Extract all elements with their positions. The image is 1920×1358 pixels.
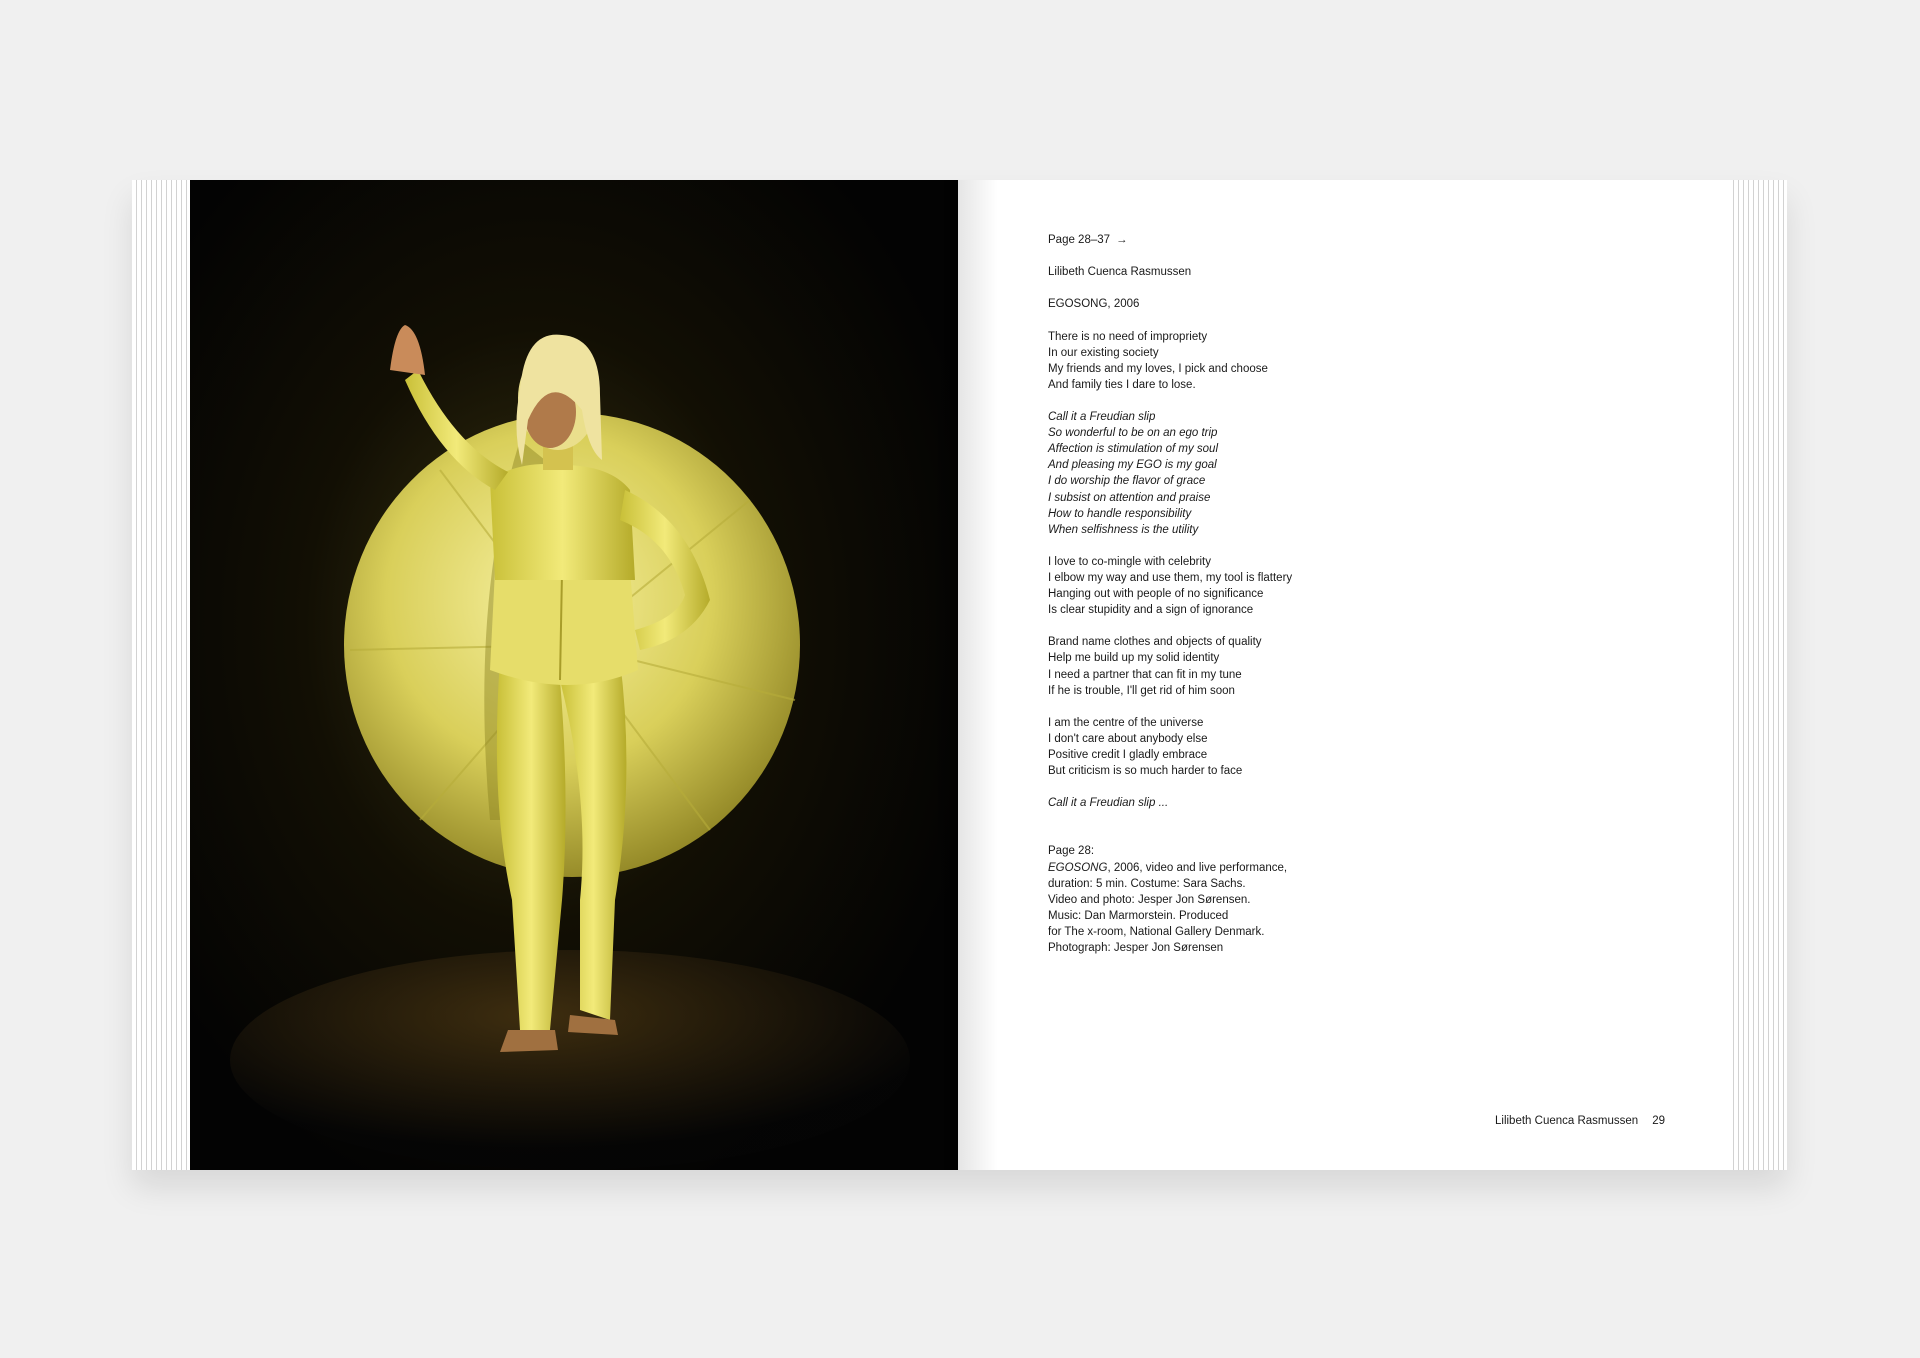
caption-title: EGOSONG — [1048, 861, 1108, 874]
poem-line: I do worship the flavor of grace — [1048, 475, 1206, 488]
caption-line: duration: 5 min. Costume: Sara Sachs. — [1048, 877, 1246, 890]
work-title: EGOSONG, 2006 — [1048, 298, 1140, 311]
folio-name: Lilibeth Cuenca Rasmussen — [1495, 1115, 1639, 1127]
poem-stanza — [1048, 329, 1468, 393]
poem-line: If he is trouble, I'll get rid of him soon — [1048, 684, 1235, 697]
poem-line: I need a partner that can fit in my tune — [1048, 668, 1242, 681]
poem-line: In our existing society — [1048, 346, 1159, 359]
poem-line: So wonderful to be on an ego trip — [1048, 427, 1218, 440]
poem-line: Help me build up my solid identity — [1048, 652, 1220, 665]
poem-line: Positive credit I gladly embrace — [1048, 749, 1208, 761]
caption-line: Photograph: Jesper Jon Sørensen — [1048, 942, 1224, 955]
poem-line: I don't care about anybody else — [1048, 732, 1208, 745]
poem-line: And pleasing my EGO is my goal — [1048, 459, 1217, 472]
poem-line: But criticism is so much harder to face — [1048, 765, 1243, 778]
arrow-right-icon: → — [1116, 234, 1128, 246]
caption-line: Music: Dan Marmorstein. Produced — [1048, 909, 1229, 922]
poem-stanza — [1048, 715, 1468, 779]
text-page — [958, 180, 1729, 1170]
poem-stanza — [1048, 554, 1468, 618]
poem-line: There is no need of impropriety — [1048, 330, 1208, 343]
poem-line: Affection is stimulation of my soul — [1048, 443, 1219, 456]
caption-first-line: , 2006, video and live performance, — [1107, 861, 1288, 874]
performance-photo — [190, 180, 958, 1170]
poem-line: Hanging out with people of no significance — [1048, 588, 1264, 601]
poem-line: Brand name clothes and objects of quality — [1048, 636, 1262, 649]
poem-line: I subsist on attention and praise — [1048, 491, 1211, 504]
page-stack-right — [1729, 180, 1787, 1170]
poem-line: I am the centre of the universe — [1048, 716, 1204, 729]
poem-line: I love to co-mingle with celebrity — [1048, 555, 1211, 568]
poem-stanzas — [1048, 329, 1468, 812]
page-stack-left — [132, 180, 190, 1170]
photo-page — [190, 180, 958, 1170]
poem-line: Call it a Freudian slip — [1048, 411, 1156, 424]
poem-stanza — [1048, 634, 1468, 698]
poem-line: When selfishness is the utility — [1048, 523, 1199, 536]
caption-line: Video and photo: Jesper Jon Sørensen. — [1048, 893, 1251, 906]
artist-name: Lilibeth Cuenca Rasmussen — [1048, 266, 1192, 279]
poem-line: And family ties I dare to lose. — [1048, 378, 1196, 391]
page-number: 29 — [1652, 1115, 1665, 1127]
poem-line: Is clear stupidity and a sign of ignorance — [1048, 604, 1254, 617]
poem-line: My friends and my loves, I pick and choose — [1048, 362, 1268, 375]
page-reference: Page 28–37 — [1048, 234, 1111, 246]
caption-line: for The x-room, National Gallery Denmark. — [1048, 925, 1265, 938]
photo-caption — [1048, 843, 1468, 956]
gutter-shadow — [930, 180, 958, 1170]
poem-stanza — [1048, 795, 1468, 811]
poem-line: Call it a Freudian slip ... — [1048, 797, 1169, 810]
poem-stanza — [1048, 409, 1468, 538]
book-spread — [132, 180, 1787, 1170]
poem-line: How to handle responsibility — [1048, 507, 1192, 520]
folio — [1495, 1115, 1665, 1127]
poem-line: I elbow my way and use them, my tool is flattery — [1048, 571, 1293, 584]
poem-text-block — [1048, 232, 1468, 956]
caption-heading: Page 28: — [1048, 845, 1095, 858]
